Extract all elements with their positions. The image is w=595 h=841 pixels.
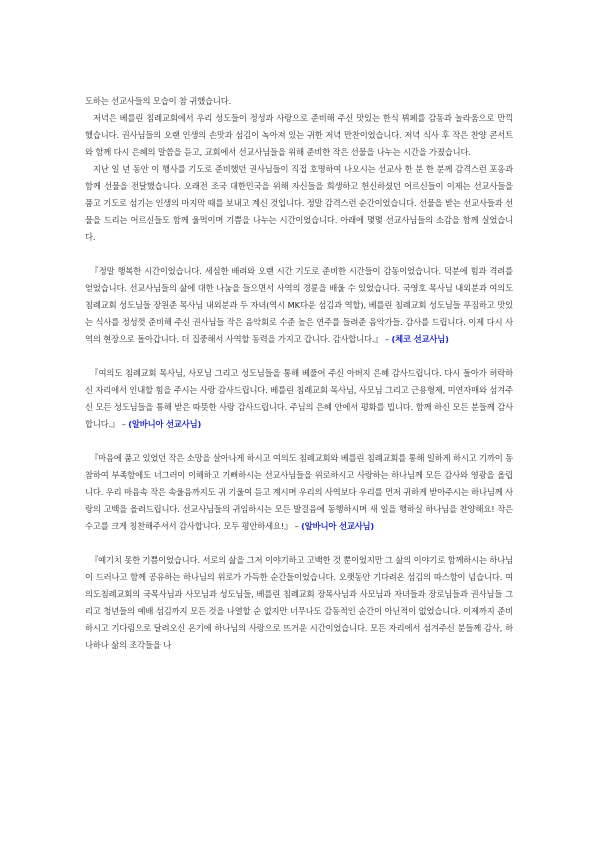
testimonial-author: (알바니아 선교사님) [128,419,202,429]
testimonial-quote [85,263,513,348]
testimonial-text: 『예기치 못한 기쁨이었습니다. 서로의 삶을 그저 이야기하고 고백한 것 뿐이었지만 그 삶의 이야기로 함께하시는 하나님이 드러나고 함께 공유하는 하나님의 위로가 가득한 순간들이었습니다. 오랫동안 기다려온 섬김의 따스함이 넘습니다. 여의도침례교회의 국목사님과 사모님과 성도님들, 베를린 침례교회 장목사님과 사모님과 자녀들과 장로님들과 권사님들 그리고 청년들의 예배 섬김까지 모든 것을 나열할 순 없지만 너무나도 감동적인 순간이 아닌적이 없었습니다. 이제까지 준비하시고 기다림으로 달려오신 온기에 하나님의 사랑으로 뜨거운 시간이었습니다. 모든 자리에서 섬겨주신 분들께 감사, 하나하나 삶의 조각들을 나 [85,555,513,650]
paragraph-spacer [85,535,513,552]
body-paragraph: 도하는 선교사들의 모습이 참 귀했습니다. [85,96,232,106]
testimonial-text: 『정말 행복한 시간이었습니다. 세심한 배려와 오랜 시간 기도로 준비한 시간들이 감동이었습니다. 덕분에 힘과 격려를 얻었습니다. 선교사님들의 삶에 대한 나눔을 들으면서 사역의 경륜을 배울 수 있었습니다. 국영호 목사님 내외분과 여의도침례교회 성도님들 장원준 목사님 내외분과 두 자녀(역시 MK다운 섬김과 역할), 베를린 침례교회 성도님들 푸짐하고 맛있는 식사를 정성껏 준비해 주신 권사님들 작은 음악회로 수준 높은 연주를 들려준 음악가들. 감사를 드립니다. 이제 다시 사역의 현장으로 돌아갑니다. 더 집중해서 사역할 동력을 가지고 갑니다. 감사합니다.』 – [85,266,513,344]
testimonial-quote [85,552,513,654]
paragraph-spacer [85,348,513,365]
body-paragraph: 저녁은 베를린 침례교회에서 우리 성도들이 정성과 사랑으로 준비해 주신 맛있는 한식 뷔페를 감동과 놀라움으로 만끽했습니다. 권사님들의 오랜 인생의 손맛과 섬김이 녹아져 있는 귀한 저녁 만찬이었습니다. 저녁 식사 후 작은 찬양 콘서트와 함께 다시 은혜의 말씀을 듣고, 교회에서 선교사님들을 위해 준비한 작은 선물을 나누는 시간을 가졌습니다. [85,113,513,157]
testimonial-author: (체코 선교사님) [391,334,449,344]
testimonial-text: 『여의도 침례교회 목사님, 사모님 그리고 성도님들을 통해 베풀어 주신 아버지 은혜 감사드립니다. 다시 돌아가 허락하신 자리에서 인내할 힘을 주시는 사랑 감사드립니다. 베를린 침례교회 목사님, 사모님 그리고 근용형제, 미연자매와 섬겨주신 모든 성도님들을 통해 받은 따뜻한 사랑 감사드립니다. 주님의 은혜 안에서 평화를 빕니다. 함께 하신 모든 분들께 감사합니다.』 – [85,368,513,429]
document-page [85,93,513,654]
body-paragraph: 지난 일 년 동안 이 행사를 기도로 준비했던 권사님들이 직접 호명하여 나오시는 선교사 한 분 한 분께 감격스런 포옹과 함께 선물을 전달했습니다. 오래전 조국 대한민국을 위해 자신들을 희생하고 헌신하셨던 어르신들이 이제는 선교사들을 품고 기도로 섬기는 인생의 마지막 때를 보내고 계신 것입니다. 정말 감격스런 순간이었습니다. 선물을 받는 선교사들과 선물을 드리는 어르신들도 함께 울먹이며 기쁨을 나누는 시간이었습니다. 아래에 몇몇 선교사님들의 소감을 함께 실었습니다. [85,164,513,242]
testimonial-quote [85,450,513,535]
testimonial-quote [85,365,513,433]
testimonial-text: 『마음에 품고 있었던 작은 소망을 살아나게 하시고 여의도 침례교회와 베를린 침례교회를 통해 일하게 하시고 기까이 동참하여 부족함에도 너그러이 이해하고 기뻐하시는 선교사님들을 위로하시고 사랑하는 하나님께 모든 감사와 영광을 올립니다. 우리 마음속 작은 속울음까지도 귀 기울여 듣고 계시며 우리의 사역보다 우리를 먼저 귀하게 받아주시는 하나님께 사랑의 고백을 올려드립니다. 선교사님들의 귀임하시는 모든 발걸음에 동행하시며 새 일을 행하실 하나님을 찬양해요! 작은 수고를 크게 칭찬해주셔서 감사합니다. 모두 평안하세요!』 – [85,453,513,531]
paragraph-spacer [85,246,513,263]
paragraph-spacer [85,433,513,450]
testimonial-author: (알바니아 선교사님) [301,521,375,531]
